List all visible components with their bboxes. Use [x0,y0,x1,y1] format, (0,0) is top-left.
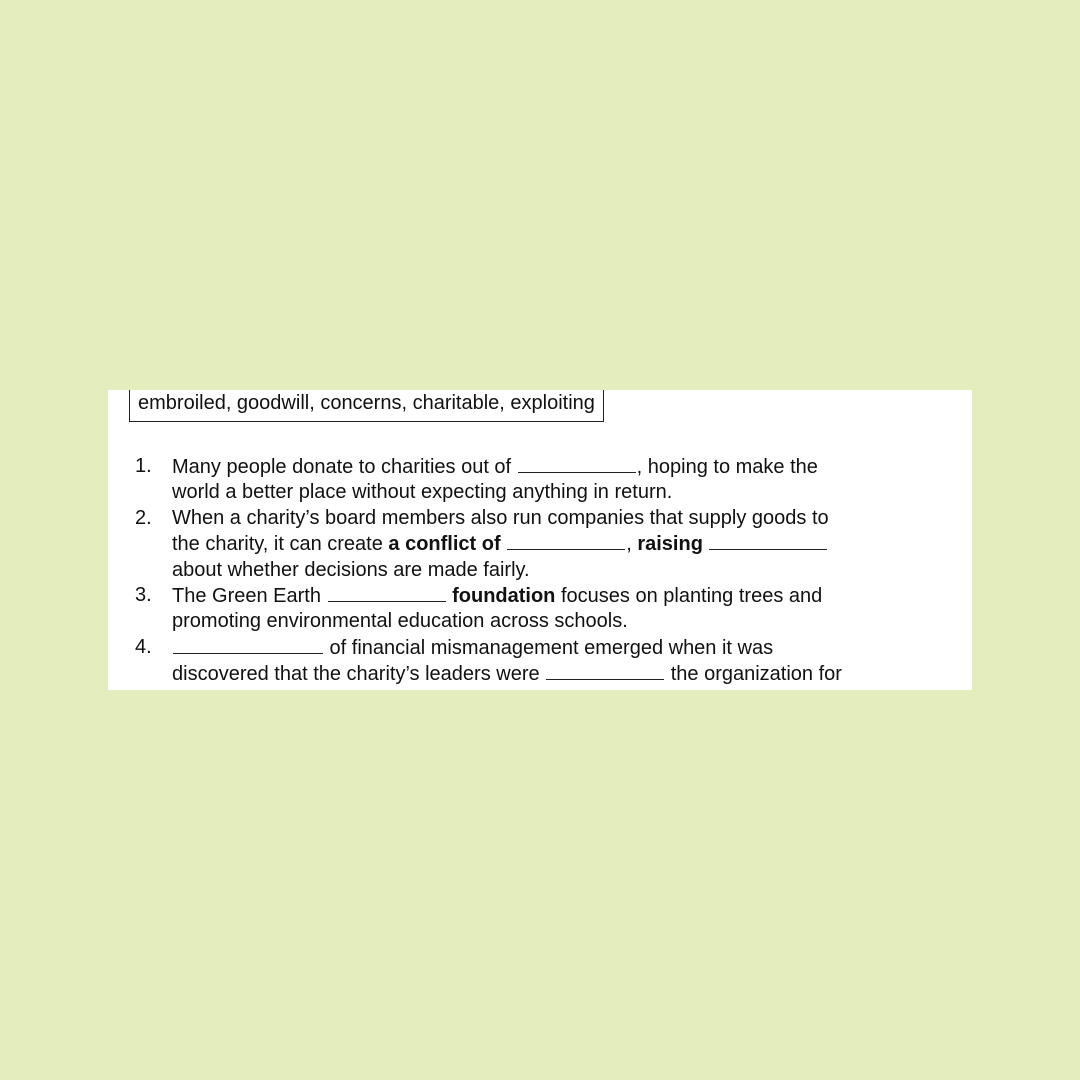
question-number: 2. [135,506,152,529]
bold-phrase: raising [637,533,703,556]
question-2 [108,506,832,583]
bold-phrase: a conflict of [388,533,501,556]
question-line: about whether decisions are made fairly. [172,558,530,581]
bold-phrase: foundation [452,585,556,608]
word-bank-text: embroiled, goodwill, concerns, charitable, exploiting [138,392,595,414]
word-bank-box [129,390,604,422]
question-line: Many people donate to charities out of , hoping to make the [172,456,818,478]
question-1 [108,454,832,506]
question-number: 1. [135,455,152,477]
answer-blank[interactable] [709,531,827,550]
question-3 [108,583,832,635]
question-line: discovered that the charity’s leaders were the organization for [172,663,842,686]
question-line: promoting environmental education across schools. [172,610,628,633]
question-line: When a charity’s board members also run companies that supply goods to [172,506,829,529]
question-line: of financial mismanagement emerged when it was [172,635,832,661]
worksheet-page [108,390,972,690]
answer-blank[interactable] [173,635,323,654]
question-list [108,454,842,688]
answer-blank[interactable] [328,583,446,602]
answer-blank[interactable] [507,531,625,550]
answer-blank[interactable] [546,661,664,680]
question-number: 4. [135,635,152,658]
question-line: the charity, it can create a conflict of , raising [172,531,832,557]
question-line: world a better place without expecting anything in return. [172,481,673,504]
question-number: 3. [135,584,152,607]
question-line: The Green Earth foundation focuses on planting trees and [172,585,823,608]
answer-blank[interactable] [518,454,636,473]
question-4 [108,635,842,688]
